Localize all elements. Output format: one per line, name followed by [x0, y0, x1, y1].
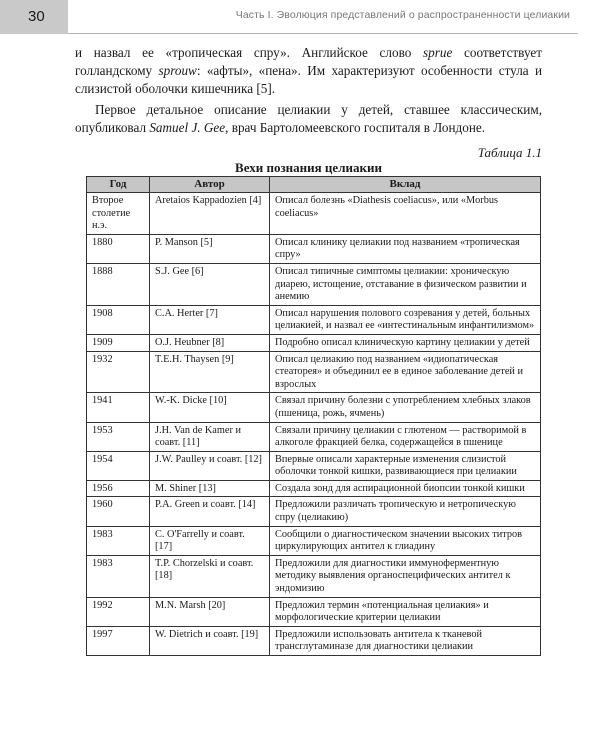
table-title: Вехи познания целиакии: [235, 160, 382, 175]
year-cell: 1983: [87, 555, 150, 597]
milestones-table: [86, 176, 541, 656]
year-cell: 1941: [87, 393, 150, 422]
contribution-cell: Предложили различать тропическую и нетропическую спру (целиакию): [270, 497, 541, 526]
running-chapter-title: Часть I. Эволюция представлений о распространенности целиакии: [235, 9, 570, 21]
table-row: [87, 526, 541, 555]
contribution-cell: Описал клинику целиакии под названием «тропическая спру»: [270, 234, 541, 263]
paragraph-run: и назвал ее «тропическая спру». Английское слово: [75, 45, 424, 60]
author-cell: S.J. Gee [6]: [150, 263, 270, 305]
header-contribution: Вклад: [270, 177, 541, 193]
contribution-cell: Описал болезнь «Diathesis coeliacus», или «Morbus coeliacus»: [270, 193, 541, 235]
contribution-cell: Описал целиакию под названием «идиопатическая стеаторея» и объединил ее в единое заболевание детей и взрослых: [270, 351, 541, 393]
author-cell: W. Dietrich и соавт. [19]: [150, 626, 270, 655]
year-cell: 1932: [87, 351, 150, 393]
year-cell: 1954: [87, 451, 150, 480]
author-cell: T.E.H. Thaysen [9]: [150, 351, 270, 393]
paragraph-1: [75, 44, 542, 98]
table-row: [87, 597, 541, 626]
contribution-cell: Предложили для диагностики иммуноферментную методику выявления органоспецифических антител к эндомизию: [270, 555, 541, 597]
author-cell: T.P. Chorzelski и соавт. [18]: [150, 555, 270, 597]
table-row: [87, 334, 541, 351]
author-cell: P. Manson [5]: [150, 234, 270, 263]
contribution-cell: Связал причину болезни с употреблением хлебных злаков (пшеница, рожь, ячмень): [270, 393, 541, 422]
table-row: [87, 451, 541, 480]
table-row: [87, 193, 541, 235]
author-cell: J.H. Van de Kamer и соавт. [11]: [150, 422, 270, 451]
header-author: Автор: [150, 177, 270, 193]
paragraph-2: [75, 101, 542, 137]
year-cell: 1953: [87, 422, 150, 451]
contribution-cell: Впервые описали характерные изменения слизистой оболочки тонкой кишки, развивающиеся при целиакии: [270, 451, 541, 480]
author-cell: M.N. Marsh [20]: [150, 597, 270, 626]
author-cell: C.A. Herter [7]: [150, 305, 270, 334]
header-rule: [68, 33, 578, 34]
table-row: [87, 480, 541, 497]
table-label: Таблица 1.1: [477, 145, 542, 160]
table-row: [87, 263, 541, 305]
year-cell: 1909: [87, 334, 150, 351]
paragraph-run: : «афты», «пена». Им характеризуют особенности стула и слизистой оболочки кишечника [5].: [75, 63, 543, 96]
contribution-cell: Связали причину целиакии с глютеном — растворимой в алкоголе фракцией белка, содержащейся в пшенице: [270, 422, 541, 451]
contribution-cell: Предложили использовать антитела к тканевой трансглутаминазе для диагностики целиакии: [270, 626, 541, 655]
year-cell: 1888: [87, 263, 150, 305]
header-year: Год: [87, 177, 150, 193]
table-row: [87, 422, 541, 451]
contribution-cell: Создала зонд для аспирационной биопсии тонкой кишки: [270, 480, 541, 497]
author-cell: P.A. Green и соавт. [14]: [150, 497, 270, 526]
table-row: [87, 555, 541, 597]
author-cell: C. O'Farrelly и соавт. [17]: [150, 526, 270, 555]
contribution-cell: Предложил термин «потенциальная целиакия» и морфологические критерии целиакии: [270, 597, 541, 626]
table-row: [87, 234, 541, 263]
contribution-cell: Сообщили о диагностическом значении высоких титров циркулирующих антител к глиадину: [270, 526, 541, 555]
table-body: [87, 193, 541, 656]
year-cell: 1880: [87, 234, 150, 263]
contribution-cell: Описал типичные симптомы целиакии: хроническую диарею, истощение, отставание в физическом развитии и анемию: [270, 263, 541, 305]
year-cell: 1983: [87, 526, 150, 555]
year-cell: 1997: [87, 626, 150, 655]
paragraph-run: sprouw: [158, 63, 197, 78]
author-cell: W.-K. Dicke [10]: [150, 393, 270, 422]
author-cell: J.W. Paulley и соавт. [12]: [150, 451, 270, 480]
page-number: 30: [0, 0, 68, 34]
table-row: [87, 305, 541, 334]
body-text: [75, 44, 542, 137]
table-row: [87, 626, 541, 655]
author-cell: Aretaios Kappadozien [4]: [150, 193, 270, 235]
year-cell: 1960: [87, 497, 150, 526]
page-header: [0, 0, 600, 34]
paragraph-run: соответствует голландскому: [75, 45, 542, 78]
year-cell: 1956: [87, 480, 150, 497]
paragraph-run: Первое детальное описание целиакии у детей, ставшее классическим, опубликовал: [75, 102, 542, 135]
table-header-row: [87, 177, 541, 193]
year-cell: 1908: [87, 305, 150, 334]
author-cell: O.J. Heubner [8]: [150, 334, 270, 351]
table-row: [87, 351, 541, 393]
contribution-cell: Подробно описал клиническую картину целиакии у детей: [270, 334, 541, 351]
author-cell: M. Shiner [13]: [150, 480, 270, 497]
year-cell: 1992: [87, 597, 150, 626]
paragraph-run: Samuel J. Gee: [149, 120, 226, 135]
paragraph-run: , врач Бартоломеевского госпиталя в Лондоне.: [225, 120, 486, 135]
contribution-cell: Описал нарушения полового созревания у детей, больных целиакией, и назвал ее «интестинальным инфантилизмом»: [270, 305, 541, 334]
paragraph-run: sprue: [423, 45, 453, 60]
table-row: [87, 393, 541, 422]
table-row: [87, 497, 541, 526]
year-cell: Второе столетие н.э.: [87, 193, 150, 235]
